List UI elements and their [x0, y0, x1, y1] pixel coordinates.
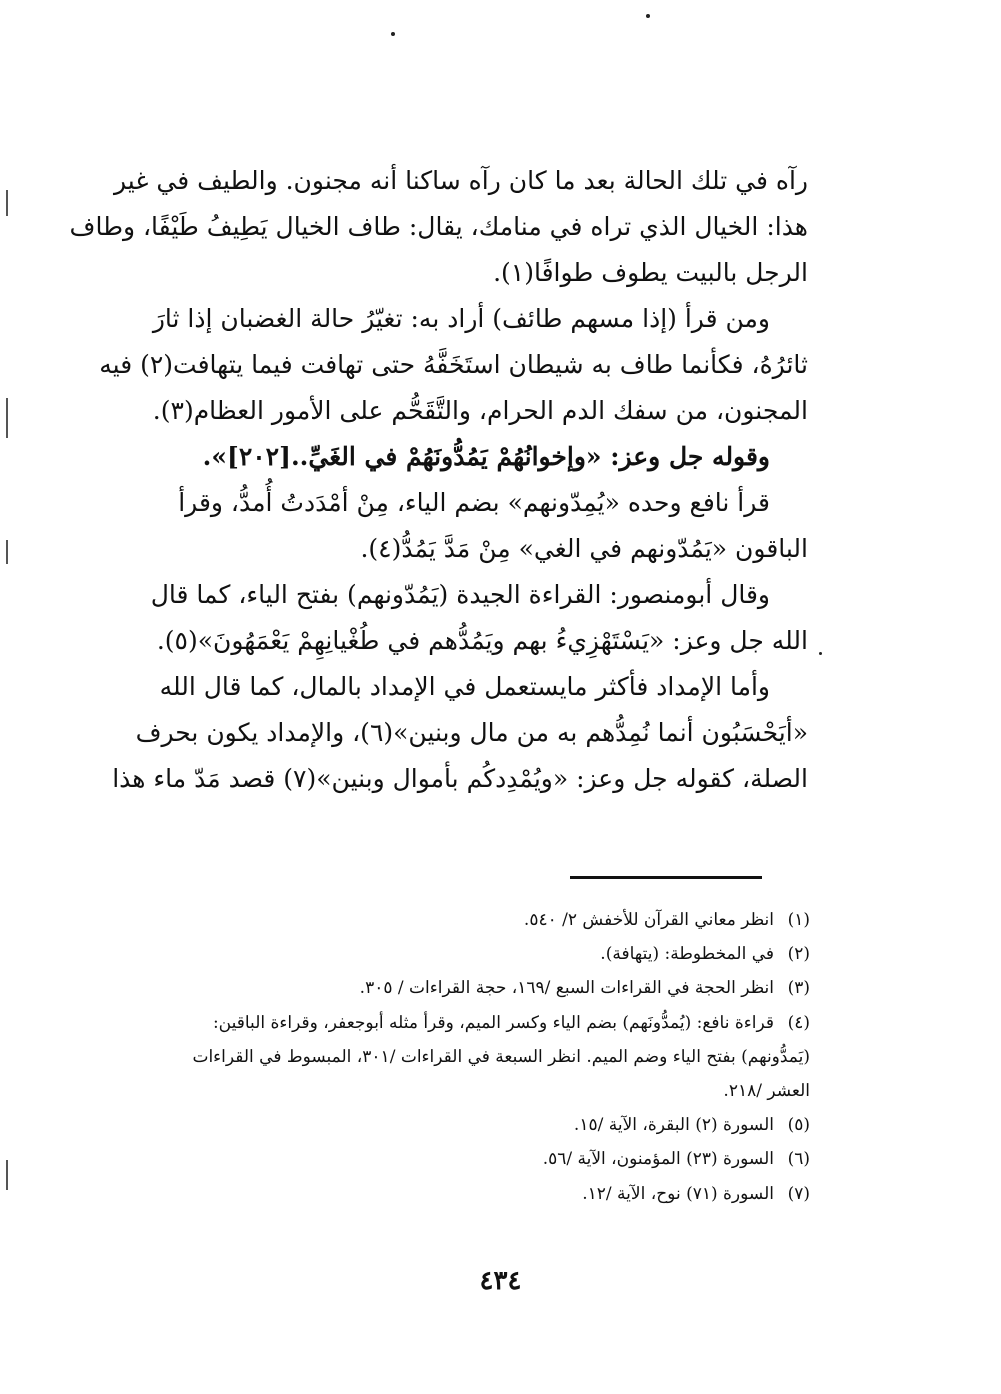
footnote-continuation: [120, 1074, 810, 1108]
footnote-number: (٣): [787, 978, 810, 999]
footnote-number: (٦): [787, 1149, 810, 1170]
scan-speck: [391, 32, 395, 36]
footnotes: [120, 903, 810, 1211]
text-line: وأما الإمداد فأكثر مايستعمل في الإمداد بالمال، كما قال الله: [159, 672, 770, 701]
footnote: [120, 1006, 810, 1040]
footnote-separator: [570, 876, 762, 879]
text-line: الله جل وعز: «يَسْتَهْزِيءُ بهم ويَمُدُّهم في طُغْيانِهِمْ يَعْمَهُونَ»(٥).: [156, 626, 808, 655]
text-line: هذا: الخيال الذي تراه في منامك، يقال: طاف الخيال يَطِيفُ طَيْفًا، وطاف: [69, 212, 808, 241]
footnote-text: انظر الحجة في القراءات السبع /١٦٩، حجة القراءات / ٣٠٥.: [359, 978, 774, 999]
footnote: [120, 903, 810, 937]
text-line: رآه في تلك الحالة بعد ما كان رآه ساكنا أنه مجنون. والطيف في غير: [114, 166, 808, 195]
footnote: [120, 1108, 810, 1142]
footnote-text: السورة (٢٣) المؤمنون، الآية /٥٦.: [542, 1149, 774, 1170]
footnote: [120, 971, 810, 1005]
page-number: ٤٣٤: [479, 1266, 522, 1296]
scan-edge-mark: [6, 1160, 8, 1190]
text-line: «أيَحْسَبُون أنما نُمِدُّهم به من مال وبنين»(٦)، والإمداد يكون بحرف: [135, 718, 808, 747]
footnote-text: في المخطوطة: (يتهافة).: [600, 944, 774, 965]
footnote-number: (٥): [787, 1115, 810, 1136]
footnote: [120, 1177, 810, 1211]
scan-speck: [819, 652, 822, 655]
text-line: الصلة، كقوله جل وعز: «ويُمْدِدكُم بأموال وبنين»(٧) قصد مَدّ ماء هذا: [112, 764, 808, 793]
footnote: [120, 1142, 810, 1176]
footnote-number: (٧): [787, 1183, 810, 1204]
text-line: قرأ نافع وحده «يُمِدّونهم» بضم الياء، مِنْ أمْدَدتُ أُمدُّ، وقرأ: [178, 488, 770, 517]
text-line: المجنون، من سفك الدم الحرام، والتَّقَحُّم على الأمور العظام(٣).: [152, 396, 808, 425]
text-line: ثائرُهُ، فكأنما طاف به شيطان استَخَفَّهُ حتى تهافت فيما يتهافت(٢) فيه: [99, 350, 808, 379]
footnote-text: قراءة نافع: (يُمدُّونَهم) بضم الياء وكسر الميم، وقرأ مثله أبوجعفر، وقراءة الباقين:: [212, 1012, 774, 1033]
footnote-text: السورة (٢) البقرة، الآية /١٥.: [573, 1115, 774, 1136]
footnote-text: العشر /٢١٨.: [723, 1080, 810, 1101]
verse-heading: وقوله جل وعز: «وإخوانُهُمْ يَمُدُّونَهُمْ في الغَيِّ..[٢٠٢]».: [202, 442, 770, 471]
scan-speck: [646, 14, 650, 18]
text-line: وقال أبومنصور: القراءة الجيدة (يَمُدّونهم) بفتح الياء، كما قال: [150, 580, 770, 609]
footnote-text: السورة (٧١) نوح، الآية /١٢.: [582, 1183, 774, 1204]
footnote-number: (٤): [787, 1012, 810, 1033]
footnote-number: (١): [787, 910, 810, 930]
text-line: ومن قرأ (إذا مسهم طائف) أراد به: تغيّرُ حالة الغضبان إذا ثارَ: [152, 304, 770, 333]
footnote-text: انظر معاني القرآن للأخفش ٢/ ٥٤٠.: [523, 910, 774, 930]
footnote-text: (يَمدُّونهم) بفتح الياء وضم الميم. انظر السبعة في القراءات /٣٠١، المبسوط في القراءات: [192, 1046, 810, 1067]
footnote-number: (٢): [787, 944, 810, 965]
main-text: [69, 158, 808, 802]
scan-edge-mark: [6, 398, 8, 438]
scan-edge-mark: [6, 540, 8, 564]
text-line: الرجل بالبيت يطوف طوافًا(١).: [493, 258, 808, 287]
footnote-continuation: [120, 1040, 810, 1074]
text-line: الباقون «يَمُدّونهم في الغي» مِنْ مَدَّ يَمُدُّ(٤).: [360, 534, 808, 563]
footnote: [120, 937, 810, 971]
scan-edge-mark: [6, 190, 8, 216]
